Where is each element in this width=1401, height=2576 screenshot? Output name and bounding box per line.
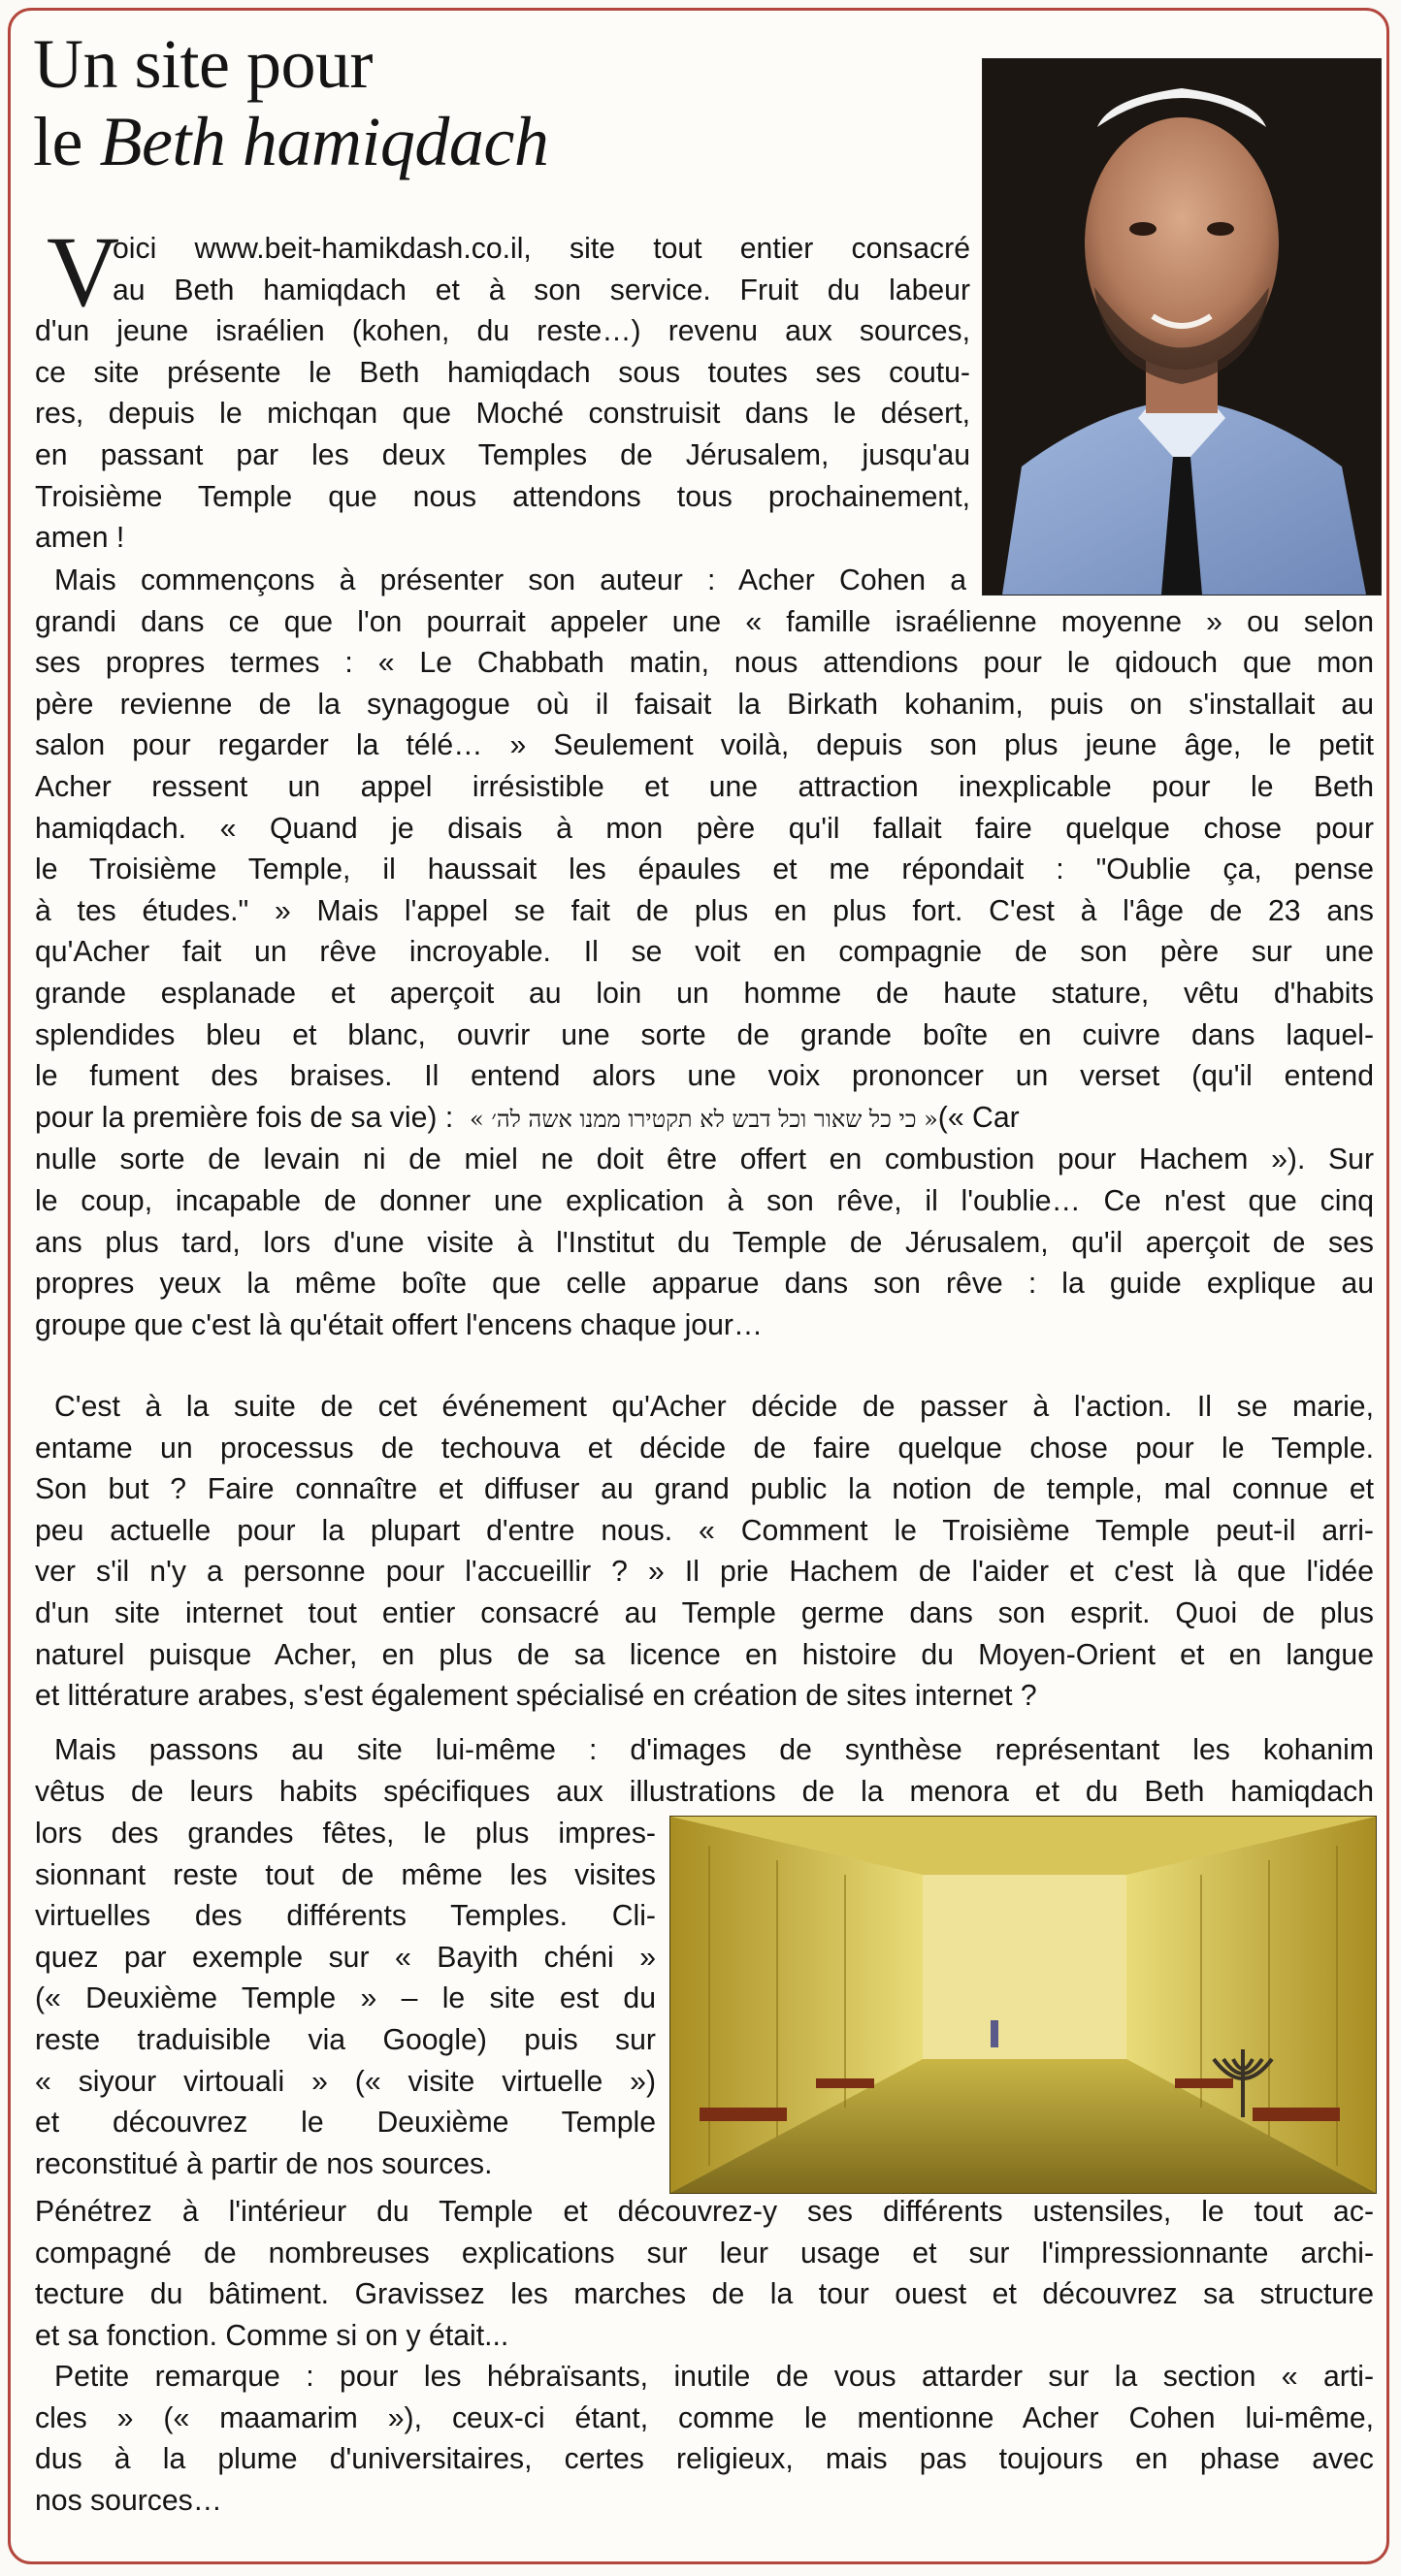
text-line: Troisième Temple que nous attendons tous prochainement, <box>35 480 970 513</box>
text-line: oici www.beit-hamikdash.co.il, site tout entier consacré <box>113 233 970 265</box>
text-line: hamiqdach. « Quand je disais à mon père qu'il fallait faire quelque chose pour <box>35 812 1374 845</box>
text-line: peu actuelle pour la plupart d'entre nous. « Comment le Troisième Temple peut-il arri- <box>35 1514 1374 1547</box>
text-line: au Beth hamiqdach et à son service. Fruit du labeur <box>113 274 970 306</box>
text-line: Mais passons au site lui-même : d'images de synthèse représentant les kohanim <box>54 1734 1374 1766</box>
hebrew-verse: « כי כל שאור וכל דבש לא תקטירו ממנו אשה לה׳ » <box>470 1105 938 1133</box>
text-line: ans plus tard, lors d'une visite à l'Institut du Temple de Jérusalem, qu'il aperçoit de ses <box>35 1226 1374 1259</box>
text-line: Son but ? Faire connaître et diffuser au grand public la notion de temple, mal connue et <box>35 1473 1374 1506</box>
text-line: le coup, incapable de donner une explication à son rêve, il l'oublie… Ce n'est que cinq <box>35 1184 1374 1217</box>
text-line: ce site présente le Beth hamiqdach sous toutes ses coutu- <box>35 356 970 389</box>
text-line: (« Deuxième Temple » – le site est du <box>35 1982 656 2015</box>
text-fragment: (« Car <box>937 1101 1020 1134</box>
title-line-2-prefix: le <box>33 103 82 180</box>
text-line: le Troisième Temple, il haussait les épaules et me répondait : "Oublie ça, pense <box>35 853 1374 886</box>
text-line: le fument des braises. Il entend alors une voix prononcer un verset (qu'il entend <box>35 1060 1374 1093</box>
text-line: d'un jeune israélien (kohen, du reste…) revenu aux sources, <box>35 315 970 348</box>
text-line: Mais commençons à présenter son auteur : Acher Cohen a <box>54 564 966 596</box>
text-line: « siyour virtouali » (« visite virtuelle ») <box>35 2065 656 2098</box>
text-line: ver s'il n'y a personne pour l'accueillir ? » Il prie Hachem de l'aider et c'est là que l'idée <box>35 1556 1374 1589</box>
text-line: grande esplanade et aperçoit au loin un homme de haute stature, vêtu d'habits <box>35 977 1374 1010</box>
text-line: quez par exemple sur « Bayith chéni » <box>35 1941 656 1974</box>
text-line: Pénétrez à l'intérieur du Temple et découvrez-y ses différents ustensiles, le tout ac- <box>35 2196 1374 2228</box>
text-line: grandi dans ce que l'on pourrait appeler une « famille israélienne moyenne » ou selon <box>35 605 1374 638</box>
paragraph-site-end <box>35 2192 1374 2357</box>
text-line <box>35 1098 1374 1141</box>
text-line: compagné de nombreuses explications sur leur usage et sur l'impressionnante archi- <box>35 2237 1374 2270</box>
paragraph-action <box>35 1387 1374 1718</box>
portrait-photo <box>982 58 1382 596</box>
title-line-2-italic: Beth hamiqdach <box>99 103 549 180</box>
paragraph-site <box>35 1730 1374 1813</box>
text-line: naturel puisque Acher, en plus de sa licence en histoire du Moyen-Orient et en langue <box>35 1638 1374 1671</box>
text-line: salon pour regarder la télé… » Seulement voilà, depuis son plus jeune âge, le petit <box>35 729 1374 762</box>
drop-cap: V <box>47 216 120 328</box>
text-fragment: pour la première fois de sa vie) : <box>35 1101 454 1134</box>
text-line: d'un site internet tout entier consacré au Temple germe dans son esprit. Quoi de plus <box>35 1596 1374 1629</box>
text-line: dus à la plume d'universitaires, certes religieux, mais pas toujours en phase avec <box>35 2443 1374 2476</box>
text-line: sionnant reste tout de même les visites <box>35 1858 656 1891</box>
text-line: et littérature arabes, s'est également spécialisé en création de sites internet ? <box>35 1680 1037 1713</box>
text-line: et sa fonction. Comme si on y était... <box>35 2319 509 2352</box>
text-line: vêtus de leurs habits spécifiques aux illustrations de la menora et du Beth hamiqdach <box>35 1775 1374 1808</box>
text-line: reconstitué à partir de nos sources. <box>35 2147 493 2180</box>
text-line: et découvrez le Deuxième Temple <box>35 2107 656 2140</box>
text-line: nos sources… <box>35 2484 222 2517</box>
text-line: Petite remarque : pour les hébraïsants, inutile de vous attarder sur la section « arti- <box>54 2361 1374 2393</box>
text-line: virtuelles des différents Temples. Cli- <box>35 1900 656 1933</box>
temple-virtual-tour-image <box>669 1816 1377 2194</box>
temple-interior-illustration <box>670 1817 1376 2193</box>
text-line: à tes études." » Mais l'appel se fait de plus en plus fort. C'est à l'âge de 23 ans <box>35 894 1374 927</box>
text-line: reste traduisible via Google) puis sur <box>35 2023 656 2056</box>
text-line: res, depuis le michqan que Moché construisit dans le désert, <box>35 398 970 431</box>
text-line: lors des grandes fêtes, le plus impres- <box>35 1818 656 1850</box>
text-line: ses propres termes : « Le Chabbath matin, nous attendions pour le qidouch que mon <box>35 647 1374 680</box>
title-line-1: Un site pour <box>33 25 373 103</box>
text-line: nulle sorte de levain ni de miel ne doit être offert en combustion pour Hachem »). Sur <box>35 1143 1374 1176</box>
text-line: qu'Acher fait un rêve incroyable. Il se voit en compagnie de son père sur une <box>35 936 1374 969</box>
paragraph-site-wrap <box>35 1814 656 2185</box>
text-line: entame un processus de techouva et décide de faire quelque chose pour le Temple. <box>35 1432 1374 1465</box>
text-line: C'est à la suite de cet événement qu'Acher décide de passer à l'action. Il se marie, <box>54 1391 1374 1423</box>
text-line: Acher ressent un appel irrésistible et une attraction inexplicable pour le Beth <box>35 770 1374 803</box>
article-title <box>33 25 548 180</box>
paragraph-remark <box>35 2357 1374 2522</box>
text-line: groupe que c'est là qu'était offert l'encens chaque jour… <box>35 1308 764 1341</box>
text-line: cles » (« maamarim »), ceux-ci étant, comme le mentionne Acher Cohen lui-même, <box>35 2401 1374 2434</box>
paragraph-intro <box>35 229 970 560</box>
text-line: tecture du bâtiment. Gravissez les marches de la tour ouest et découvrez sa structure <box>35 2278 1374 2311</box>
text-line: splendides bleu et blanc, ouvrir une sorte de grande boîte en cuivre dans laquel- <box>35 1018 1374 1051</box>
text-line: propres yeux la même boîte que celle apparue dans son rêve : la guide explique au <box>35 1268 1374 1301</box>
text-line: père revienne de la synagogue où il faisait la Birkath kohanim, puis on s'installait au <box>35 688 1374 721</box>
portrait-illustration <box>983 59 1381 595</box>
text-line: en passant par les deux Temples de Jérusalem, jusqu'au <box>35 438 970 471</box>
text-line: amen ! <box>35 522 125 555</box>
paragraph-author <box>35 561 1374 1346</box>
